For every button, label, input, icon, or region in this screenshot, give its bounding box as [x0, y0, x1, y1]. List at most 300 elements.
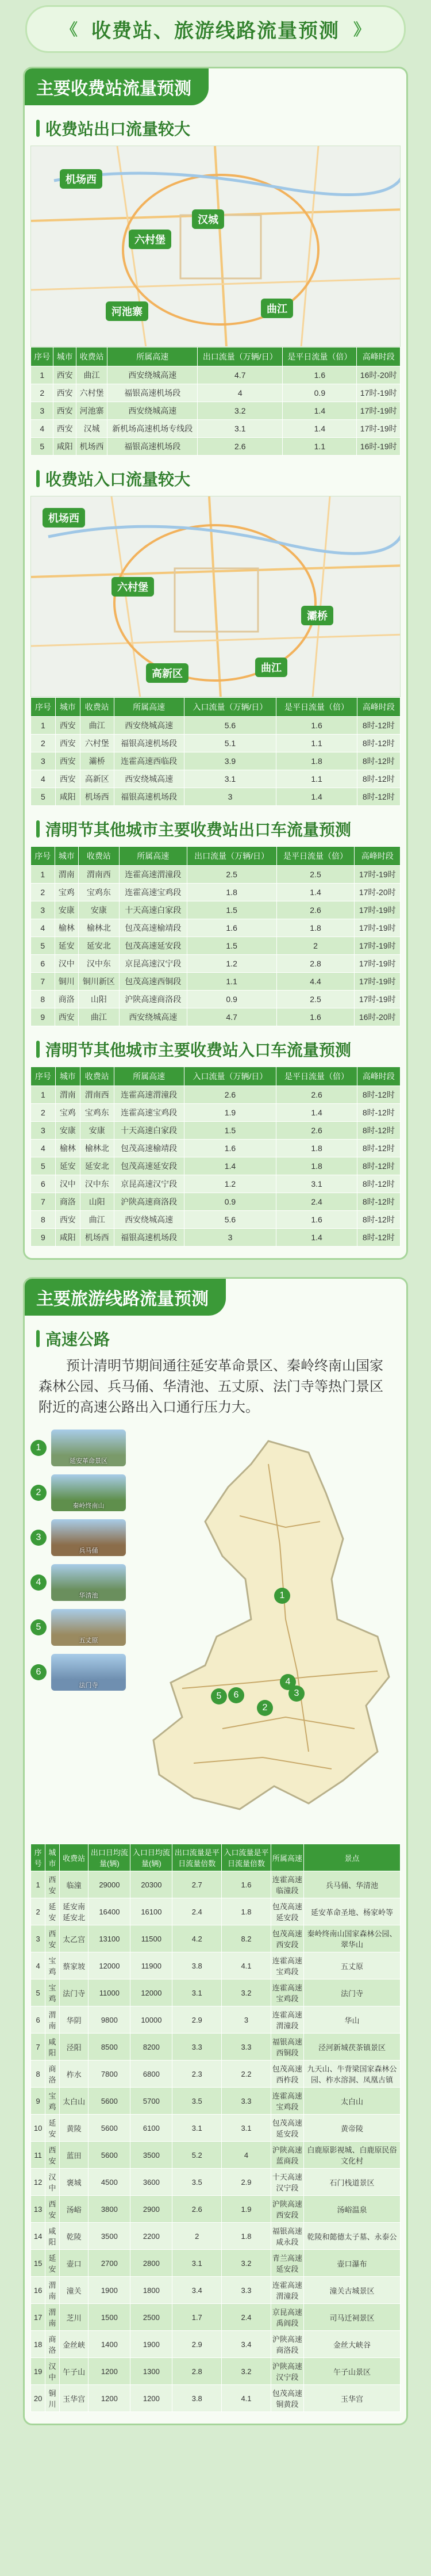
other-exit-cell: 1.5 [187, 937, 276, 955]
other-entry-cell: 8时-12时 [357, 1122, 400, 1140]
entry-cell: 1 [31, 717, 56, 735]
other-entry-cell: 2.6 [184, 1086, 276, 1104]
other-exit-cell: 连霍高速宝鸡段 [119, 884, 187, 901]
other-exit-cell: 宝鸡 [55, 884, 79, 901]
tour-cell: 1900 [130, 2331, 172, 2358]
exit-subtitle-text: 收费站出口流量较大 [45, 120, 191, 138]
tour-cell: 沪陕高速商洛段 [271, 2331, 303, 2358]
map-pin-num: 1 [274, 1588, 290, 1604]
tour-cell: 12 [31, 2169, 45, 2196]
tour-cell: 2.7 [172, 1871, 222, 1898]
other-entry-cell: 8时-12时 [357, 1140, 400, 1157]
scenic-item [30, 1654, 136, 1691]
tour-cell: 连霍高速宝鸡段 [271, 1952, 303, 1979]
entry-map-roads [31, 496, 401, 697]
other-entry-cell: 京昆高速汉宁段 [114, 1175, 184, 1193]
entry-cell: 咸阳 [55, 788, 80, 806]
other-entry-cell: 包茂高速延安段 [114, 1157, 184, 1175]
exit-cell: 西安绕城高速 [107, 402, 198, 420]
exit-cell: 1.1 [283, 438, 357, 456]
exit-cell: 16时-19时 [357, 438, 401, 456]
other-entry-header-2: 收费站 [80, 1067, 114, 1086]
entry-subtitle [36, 467, 401, 490]
exit-cell: 3.2 [198, 402, 283, 420]
table-row [31, 2331, 401, 2358]
tour-cell: 临潼 [59, 1871, 88, 1898]
tour-cell: 5600 [88, 2115, 130, 2142]
tour-cell: 3.1 [172, 2115, 222, 2142]
tour-header-7: 所属高速 [271, 1844, 303, 1871]
other-exit-cell: 曲江 [79, 1008, 120, 1026]
exit-cell: 汉城 [76, 420, 107, 438]
tour-cell: 3.1 [172, 1979, 222, 2006]
tour-cell: 10000 [130, 2006, 172, 2034]
other-exit-cell: 1.8 [187, 884, 276, 901]
entry-map-label-2: 六村堡 [111, 577, 154, 597]
table-row [31, 1008, 401, 1026]
exit-cell: 3.1 [198, 420, 283, 438]
tour-cell: 18 [31, 2331, 45, 2358]
tour-cell: 6 [31, 2006, 45, 2034]
scenic-caption: 兵马俑 [79, 1547, 98, 1554]
tour-cell: 3500 [130, 2142, 172, 2169]
table-row [31, 384, 401, 402]
tour-cell: 8500 [88, 2034, 130, 2061]
entry-cell: 福银高速机场段 [114, 735, 184, 752]
exit-cell: 1 [31, 366, 53, 384]
exit-cell: 西安 [53, 384, 76, 402]
entry-cell: 西安 [55, 770, 80, 788]
other-entry-cell: 7 [31, 1193, 56, 1211]
tour-cell: 乾陵和懿德太子墓、永泰公 [303, 2223, 400, 2250]
other-exit-cell: 汉中 [55, 955, 79, 973]
map-pin-num: 2 [257, 1700, 273, 1716]
other-exit-cell: 9 [31, 1008, 55, 1026]
exit-table [30, 347, 401, 456]
exit-cell: 西安绕城高速 [107, 366, 198, 384]
table-row [31, 1952, 401, 1979]
table-row [31, 2034, 401, 2061]
exit-map-label-2: 汉城 [192, 209, 224, 229]
other-entry-cell: 1.9 [184, 1104, 276, 1122]
tour-cell: 13100 [88, 1925, 130, 1952]
tour-cell: 西安 [45, 2196, 60, 2223]
tour-cell: 汤峪温泉 [303, 2196, 400, 2223]
other-entry-cell: 汉中东 [80, 1175, 114, 1193]
other-entry-cell: 1.8 [276, 1157, 357, 1175]
scenic-list [30, 1430, 136, 1832]
tour-cell: 咸阳 [45, 2034, 60, 2061]
other-exit-cell: 7 [31, 973, 55, 991]
tour-cell: 法门寺 [303, 1979, 400, 2006]
tour-cell: 宝鸡 [45, 2088, 60, 2115]
exit-header-5: 是平日流量（倍） [283, 347, 357, 366]
other-exit-cell: 1.1 [187, 973, 276, 991]
exit-header-1: 城市 [53, 347, 76, 366]
tour-cell: 玉华宫 [59, 2385, 88, 2412]
subtitle-bar [36, 470, 40, 487]
other-exit-cell: 1.6 [187, 919, 276, 937]
tour-cell: 1400 [88, 2331, 130, 2358]
other-exit-cell: 延安北 [79, 937, 120, 955]
table-row [31, 420, 401, 438]
tour-cell: 4.1 [222, 1952, 271, 1979]
tour-header-3: 出口日均流量(辆) [88, 1844, 130, 1871]
exit-cell: 0.9 [283, 384, 357, 402]
tour-cell: 汤峪 [59, 2196, 88, 2223]
other-exit-cell: 包茂高速榆靖段 [119, 919, 187, 937]
tour-cell: 连霍高速渭潼段 [271, 2006, 303, 2034]
tour-cell: 沪陕高速蓝商段 [271, 2142, 303, 2169]
tour-cell: 3500 [88, 2223, 130, 2250]
tour-cell: 金丝大峡谷 [303, 2331, 400, 2358]
tour-cell: 1900 [88, 2277, 130, 2304]
tour-cell: 连霍高速宝鸡段 [271, 2088, 303, 2115]
tour-cell: 9 [31, 2088, 45, 2115]
other-entry-cell: 商洛 [55, 1193, 80, 1211]
header [0, 0, 431, 58]
other-exit-cell: 榆林北 [79, 919, 120, 937]
entry-map [30, 496, 401, 697]
tour-header-1: 城市 [45, 1844, 60, 1871]
table-row [31, 1211, 401, 1229]
entry-map-label-1: 机场西 [43, 508, 85, 528]
other-entry-header-6: 高峰时段 [357, 1067, 400, 1086]
entry-cell: 西安绕城高速 [114, 770, 184, 788]
other-entry-subtitle [36, 1038, 401, 1061]
other-entry-cell: 机场西 [80, 1229, 114, 1247]
scenic-item [30, 1564, 136, 1601]
table-row [31, 1229, 401, 1247]
entry-cell: 5 [31, 788, 56, 806]
other-exit-header-0: 序号 [31, 847, 55, 866]
other-exit-cell: 渭南 [55, 866, 79, 884]
tour-header-6: 入口流量是平日流量倍数 [222, 1844, 271, 1871]
other-entry-cell: 渭南西 [80, 1086, 114, 1104]
other-entry-cell: 1.4 [276, 1104, 357, 1122]
tour-cell: 16 [31, 2277, 45, 2304]
entry-table [30, 697, 401, 806]
other-entry-header-1: 城市 [55, 1067, 80, 1086]
tour-cell: 2800 [130, 2250, 172, 2277]
other-exit-header-6: 高峰时段 [355, 847, 401, 866]
table-row [31, 788, 401, 806]
tour-cell: 3.5 [172, 2169, 222, 2196]
table-row [31, 2169, 401, 2196]
other-exit-header-5: 是平日流量（倍） [276, 847, 355, 866]
table-row [31, 1140, 401, 1157]
other-entry-table [30, 1067, 401, 1247]
other-exit-header-3: 所属高速 [119, 847, 187, 866]
tour-table [30, 1844, 401, 2412]
tour-cell: 渭南 [45, 2277, 60, 2304]
other-exit-cell: 铜川新区 [79, 973, 120, 991]
other-exit-cell: 1 [31, 866, 55, 884]
tour-cell: 6100 [130, 2115, 172, 2142]
tour-cell: 14 [31, 2223, 45, 2250]
tour-cell: 5700 [130, 2088, 172, 2115]
other-exit-cell: 2 [276, 937, 355, 955]
tour-cell: 2.6 [172, 2196, 222, 2223]
other-exit-cell: 17时-19时 [355, 991, 401, 1008]
tour-cell: 2.9 [222, 2169, 271, 2196]
tour-cell: 商洛 [45, 2061, 60, 2088]
exit-cell: 六村堡 [76, 384, 107, 402]
entry-header-5: 是平日流量（倍） [276, 698, 357, 717]
chevron-right-icon: 》 [353, 21, 370, 39]
tour-cell: 铜川 [45, 2385, 60, 2412]
exit-cell: 4.7 [198, 366, 283, 384]
entry-cell: 3.9 [184, 752, 276, 770]
tour-cell: 秦岭终南山国家森林公园、翠华山 [303, 1925, 400, 1952]
tour-cell: 2 [31, 1898, 45, 1925]
entry-cell: 高新区 [80, 770, 114, 788]
tour-cell: 1200 [88, 2358, 130, 2385]
tour-cell: 2.9 [172, 2006, 222, 2034]
tour-cell: 延安 [45, 2250, 60, 2277]
tour-cell: 1 [31, 1871, 45, 1898]
tour-cell: 8200 [130, 2034, 172, 2061]
scenic-item [30, 1519, 136, 1556]
tour-card-title: 主要旅游线路流量预测 [25, 1279, 226, 1316]
other-entry-cell: 山阳 [80, 1193, 114, 1211]
exit-cell: 1.6 [283, 366, 357, 384]
scenic-caption: 华清池 [79, 1592, 98, 1599]
tour-cell: 1800 [130, 2277, 172, 2304]
entry-cell: 8时-12时 [357, 752, 400, 770]
tour-cell: 20 [31, 2385, 45, 2412]
tour-cell: 15 [31, 2250, 45, 2277]
scenic-wrap [30, 1430, 401, 1832]
other-exit-cell: 17时-19时 [355, 955, 401, 973]
other-exit-cell: 17时-19时 [355, 973, 401, 991]
tour-cell: 2.4 [172, 1898, 222, 1925]
scenic-photo [51, 1474, 126, 1511]
other-exit-cell: 1.4 [276, 884, 355, 901]
entry-header-2: 收费站 [80, 698, 114, 717]
other-entry-cell: 延安 [55, 1157, 80, 1175]
tour-cell: 5600 [88, 2088, 130, 2115]
table-row [31, 1175, 401, 1193]
tour-cell: 太乙宫 [59, 1925, 88, 1952]
tour-cell: 17 [31, 2304, 45, 2331]
other-exit-cell: 8 [31, 991, 55, 1008]
table-row [31, 955, 401, 973]
other-exit-cell: 商洛 [55, 991, 79, 1008]
table-row [31, 1979, 401, 2006]
table-row [31, 1925, 401, 1952]
tour-cell: 潼关古城景区 [303, 2277, 400, 2304]
table-row [31, 1122, 401, 1140]
other-entry-cell: 连霍高速渭潼段 [114, 1086, 184, 1104]
tour-cell: 7800 [88, 2061, 130, 2088]
other-exit-cell: 17时-19时 [355, 866, 401, 884]
scenic-num: 1 [30, 1440, 47, 1456]
tour-cell: 4500 [88, 2169, 130, 2196]
tour-cell: 4 [222, 2142, 271, 2169]
entry-map-label-3: 灞桥 [301, 606, 333, 625]
map-pin-2 [257, 1700, 273, 1716]
other-exit-cell: 17时-19时 [355, 919, 401, 937]
other-exit-cell: 安康 [79, 901, 120, 919]
tour-cell: 1200 [88, 2385, 130, 2412]
exit-subtitle [36, 117, 401, 140]
map-pin-1 [274, 1588, 290, 1604]
other-exit-cell: 0.9 [187, 991, 276, 1008]
other-exit-cell: 连霍高速渭潼段 [119, 866, 187, 884]
other-entry-cell: 咸阳 [55, 1229, 80, 1247]
tour-cell: 3.3 [172, 2034, 222, 2061]
other-exit-cell: 安康 [55, 901, 79, 919]
entry-cell: 福银高速机场段 [114, 788, 184, 806]
other-entry-cell: 榆林 [55, 1140, 80, 1157]
scenic-num: 5 [30, 1619, 47, 1635]
other-entry-cell: 渭南 [55, 1086, 80, 1104]
tour-cell: 2.2 [222, 2061, 271, 2088]
table-row [31, 901, 401, 919]
tour-cell: 12000 [130, 1979, 172, 2006]
entry-cell: 1.1 [276, 735, 357, 752]
scenic-item [30, 1430, 136, 1466]
other-entry-cell: 8时-12时 [357, 1211, 400, 1229]
other-entry-cell: 5.6 [184, 1211, 276, 1229]
other-exit-cell: 汉中东 [79, 955, 120, 973]
other-exit-cell: 渭南西 [79, 866, 120, 884]
entry-header-1: 城市 [55, 698, 80, 717]
table-row [31, 1086, 401, 1104]
tour-cell: 金丝峡 [59, 2331, 88, 2358]
other-exit-cell: 京昆高速汉宁段 [119, 955, 187, 973]
exit-map-label-1: 机场西 [60, 169, 102, 189]
other-exit-cell: 4 [31, 919, 55, 937]
exit-header-4: 出口流量（万辆/日） [198, 347, 283, 366]
other-entry-cell: 1 [31, 1086, 56, 1104]
other-entry-cell: 2 [31, 1104, 56, 1122]
tour-cell: 白鹿原影视城、白鹿原民俗文化村 [303, 2142, 400, 2169]
tour-cell: 3 [31, 1925, 45, 1952]
other-entry-cell: 安康 [55, 1122, 80, 1140]
other-entry-cell: 沪陕高速商洛段 [114, 1193, 184, 1211]
scenic-photo [51, 1609, 126, 1646]
tour-cell: 汉中 [45, 2169, 60, 2196]
tour-header-0: 序号 [31, 1844, 45, 1871]
tour-cell: 1.8 [222, 1898, 271, 1925]
tour-card [23, 1277, 408, 2425]
tour-cell: 西安 [45, 1871, 60, 1898]
tour-cell: 2500 [130, 2304, 172, 2331]
table-row [31, 1104, 401, 1122]
entry-cell: 西安 [55, 735, 80, 752]
tour-cell: 华山 [303, 2006, 400, 2034]
tour-cell: 宝鸡 [45, 1952, 60, 1979]
other-entry-cell: 8时-12时 [357, 1193, 400, 1211]
other-entry-cell: 8时-12时 [357, 1229, 400, 1247]
tour-cell: 3800 [88, 2196, 130, 2223]
scenic-photo [51, 1430, 126, 1466]
other-entry-cell: 1.2 [184, 1175, 276, 1193]
table-row [31, 1193, 401, 1211]
tour-cell: 19 [31, 2358, 45, 2385]
exit-cell: 2.6 [198, 438, 283, 456]
tour-cell: 3.1 [172, 2250, 222, 2277]
province-map-shape [136, 1430, 401, 1832]
other-entry-cell: 1.6 [184, 1140, 276, 1157]
tour-cell: 16400 [88, 1898, 130, 1925]
other-entry-cell: 9 [31, 1229, 56, 1247]
tour-cell: 沪陕高速汉宁段 [271, 2358, 303, 2385]
exit-cell: 福银高速机场段 [107, 438, 198, 456]
other-exit-cell: 17时-19时 [355, 901, 401, 919]
other-entry-cell: 连霍高速宝鸡段 [114, 1104, 184, 1122]
table-row [31, 366, 401, 384]
subtitle-bar [36, 1041, 40, 1058]
other-entry-cell: 1.4 [184, 1157, 276, 1175]
entry-header-3: 所属高速 [114, 698, 184, 717]
tour-cell: 泾河新城茯茶镇景区 [303, 2034, 400, 2061]
other-entry-cell: 包茂高速榆靖段 [114, 1140, 184, 1157]
other-exit-cell: 2.6 [276, 901, 355, 919]
tour-cell: 褒城 [59, 2169, 88, 2196]
other-exit-cell: 1.6 [276, 1008, 355, 1026]
table-row [31, 2006, 401, 2034]
tour-cell: 1300 [130, 2358, 172, 2385]
table-row [31, 752, 401, 770]
entry-cell: 六村堡 [80, 735, 114, 752]
table-row [31, 2358, 401, 2385]
other-entry-cell: 延安北 [80, 1157, 114, 1175]
exit-map-label-3: 六村堡 [129, 230, 171, 249]
table-row [31, 1898, 401, 1925]
entry-header-0: 序号 [31, 698, 56, 717]
tour-cell: 连霍高速渭潼段 [271, 2277, 303, 2304]
other-entry-header-0: 序号 [31, 1067, 56, 1086]
other-exit-cell: 延安 [55, 937, 79, 955]
exit-map-label-5: 曲江 [261, 299, 293, 318]
tour-cell: 乾陵 [59, 2223, 88, 2250]
tour-cell: 黄帝陵 [303, 2115, 400, 2142]
scenic-caption: 秦岭终南山 [72, 1503, 105, 1509]
tour-cell: 延安南延安北 [59, 1898, 88, 1925]
map-pin-num: 3 [288, 1686, 305, 1702]
tour-cell: 7 [31, 2034, 45, 2061]
entry-cell: 1.8 [276, 752, 357, 770]
exit-cell: 新机场高速机场专线段 [107, 420, 198, 438]
tour-cell: 4.1 [222, 2385, 271, 2412]
tour-cell: 渭南 [45, 2006, 60, 2034]
tour-cell: 4 [31, 1952, 45, 1979]
tour-cell: 玉华宫 [303, 2385, 400, 2412]
other-entry-cell: 宝鸡 [55, 1104, 80, 1122]
entry-cell: 8时-12时 [357, 788, 400, 806]
page-title: 收费站、旅游线路流量预测 [91, 20, 340, 42]
other-exit-cell: 十天高速白家段 [119, 901, 187, 919]
entry-cell: 5.1 [184, 735, 276, 752]
tour-cell: 壶口瀑布 [303, 2250, 400, 2277]
other-entry-cell: 8时-12时 [357, 1104, 400, 1122]
tour-cell: 2.4 [222, 2304, 271, 2331]
tour-cell: 西安 [45, 1925, 60, 1952]
tour-cell: 3.8 [172, 1952, 222, 1979]
tour-cell: 2700 [88, 2250, 130, 2277]
map-pin-6 [228, 1687, 244, 1703]
other-entry-header-4: 入口流量（万辆/日） [184, 1067, 276, 1086]
tour-cell: 8.2 [222, 1925, 271, 1952]
tour-cell: 泾阳 [59, 2034, 88, 2061]
tour-cell: 8 [31, 2061, 45, 2088]
tour-cell: 2.3 [172, 2061, 222, 2088]
chevron-left-icon: 《 [61, 21, 78, 39]
tour-header-4: 入口日均流量(辆) [130, 1844, 172, 1871]
